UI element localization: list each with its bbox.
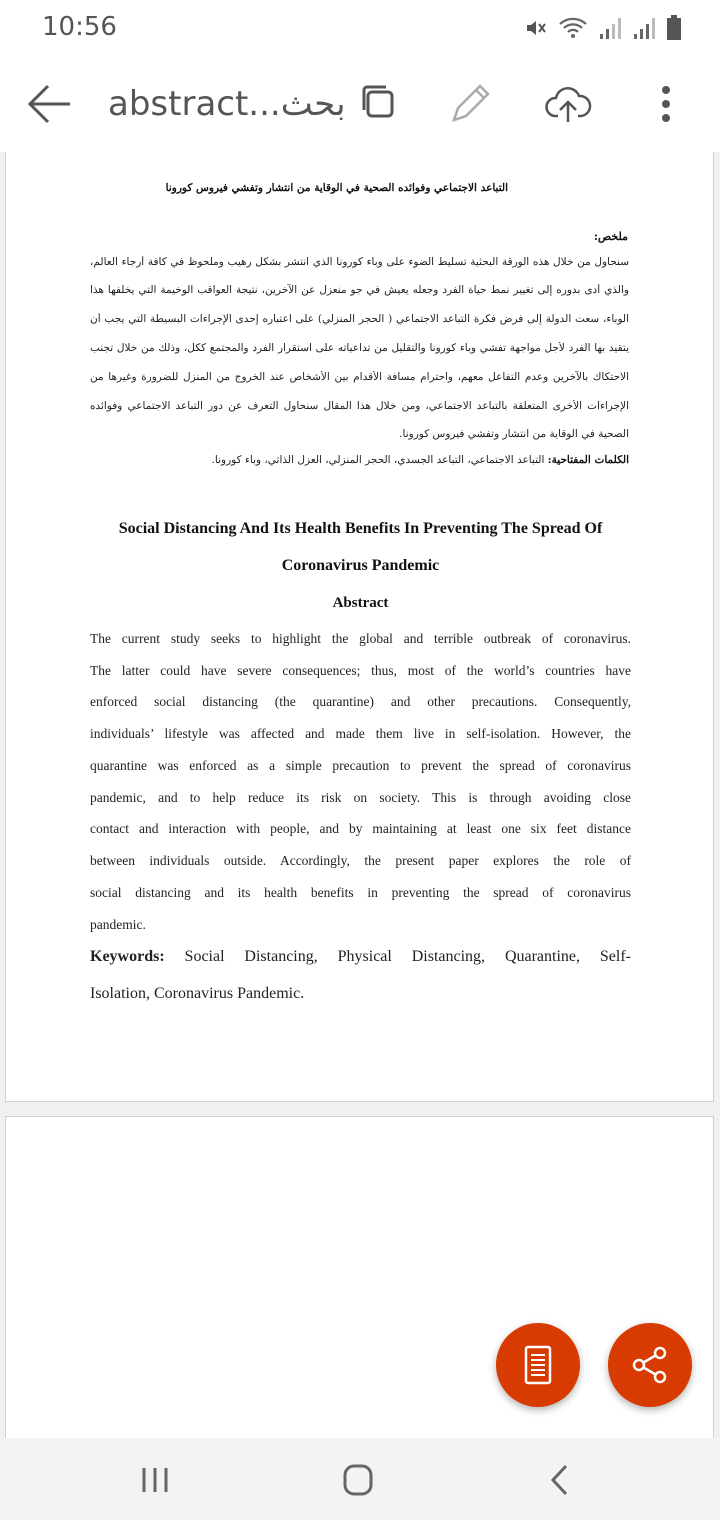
arabic-title: التباعد الاجتماعي وفوائده الصحية في الوقاية من انتشار وتفشي فيروس كورونا: [165, 182, 508, 194]
arabic-summary-line: سنحاول من خلال هذه الورقة البحثية تسليط الضوء على وباء كورونا الذي انتشر بشكل رهيب وملحوظ في كافة أرجاء العالم،: [90, 256, 629, 268]
english-keywords-line: Isolation, Coronavirus Pandemic.: [90, 985, 305, 1002]
document-title[interactable]: abstract...بحث: [108, 84, 346, 124]
english-keywords-label: Keywords:: [90, 948, 165, 965]
back-nav-icon[interactable]: [536, 1458, 586, 1502]
cloud-upload-icon[interactable]: [544, 80, 592, 128]
system-nav-bar: [0, 1438, 720, 1520]
arabic-keywords-text: التباعد الاجتماعي، التباعد الجسدي، الحجر المنزلي، العزل الذاتي، وباء كورونا.: [211, 454, 548, 466]
signal-icon: [598, 16, 622, 40]
abstract-line: pandemic, and to help reduce its risk on society. This is through avoiding close: [90, 790, 631, 805]
abstract-line: between individuals outside. Accordingly, the present paper explores the role of: [90, 853, 631, 868]
abstract-line: enforced social distancing (the quarantine) and other precautions. Consequently,: [90, 694, 631, 709]
document-viewer[interactable]: [0, 152, 720, 1438]
english-keywords-line: [90, 948, 631, 966]
arabic-keywords: [212, 454, 629, 466]
status-time: 10:56: [42, 12, 117, 42]
wifi-icon: [558, 16, 588, 40]
arabic-keywords-label: الكلمات المفتاحية:: [547, 454, 629, 466]
edit-pencil-icon[interactable]: [446, 80, 494, 128]
abstract-line: The latter could have severe consequences; thus, most of the world’s countries have: [90, 663, 631, 678]
arabic-summary-line: الصحية في الوقاية من انتشار وتفشي فيروس كورونا.: [399, 428, 629, 440]
abstract-line: pandemic.: [90, 917, 146, 932]
more-vert-icon[interactable]: [642, 80, 690, 128]
copy-icon[interactable]: [356, 80, 404, 128]
document-page: [5, 1116, 714, 1438]
mute-icon: [524, 16, 548, 40]
arabic-summary-line: والذي أدى بدوره إلى تغيير نمط حياة الفرد وجعله يعيش في جو منعزل عن الآخرين، نتيجة العواقب الوخيمة التي يخلفها هذا: [90, 284, 629, 296]
arabic-summary-line: يتقيد بها الفرد لأجل مواجهة تفشي وباء كورونا والتقليل من تداعياته على استقرار الفرد والمجتمع ككل، وذلك من خلال تجنب: [90, 342, 629, 354]
signal-icon: [632, 16, 656, 40]
abstract-line: social distancing and its health benefits in preventing the spread of coronavirus: [90, 885, 631, 900]
status-bar: [0, 0, 720, 56]
share-button[interactable]: [608, 1323, 692, 1407]
reading-view-icon: [517, 1344, 559, 1386]
arabic-summary-line: الإجراءات الأخرى المتعلقة بالتباعد الاجتماعي، ومن خلال هذا المقال سنحاول التعرف عن دور التباعد الاجتماعي وفوائده: [90, 400, 629, 412]
arabic-summary-heading: ملخص:: [593, 230, 628, 243]
home-icon[interactable]: [333, 1458, 383, 1502]
recent-apps-icon[interactable]: [130, 1458, 180, 1502]
back-arrow-icon[interactable]: [26, 82, 74, 126]
reading-view-button[interactable]: [496, 1323, 580, 1407]
arabic-summary-line: الوباء، سعت الدولة إلى فرض فكرة التباعد الاجتماعي ( الحجر المنزلي) على اعتباره إحدى الإجراءات البسيطة التي يجب أن: [90, 313, 629, 325]
toolbar: [0, 56, 720, 152]
abstract-line: contact and interaction with people, and by maintaining at least one six feet distance: [90, 821, 631, 836]
battery-icon: [666, 15, 682, 41]
abstract-line: quarantine was enforced as a simple precaution to prevent the spread of coronavirus: [90, 758, 631, 773]
abstract-line: The current study seeks to highlight the global and terrible outbreak of coronavirus.: [90, 631, 631, 646]
abstract-line: individuals’ lifestyle was affected and made them live in self-isolation. However, the: [90, 726, 631, 741]
english-keywords-text: Social Distancing, Physical Distancing, Quarantine, Self-: [184, 948, 632, 965]
arabic-summary-line: الاحتكاك بالآخرين وعدم التفاعل معهم، واحترام مسافة الأقدام بين الأشخاص عند الخروج من المنزل للضرورة وغيرها من: [90, 371, 629, 383]
document-page: [5, 152, 714, 1102]
english-title-line: Social Distancing And Its Health Benefits In Preventing The Spread Of: [118, 520, 603, 537]
status-icons: [524, 14, 682, 42]
english-title-line: Coronavirus Pandemic: [281, 557, 440, 574]
abstract-heading: Abstract: [332, 595, 389, 611]
share-icon: [629, 1344, 671, 1386]
